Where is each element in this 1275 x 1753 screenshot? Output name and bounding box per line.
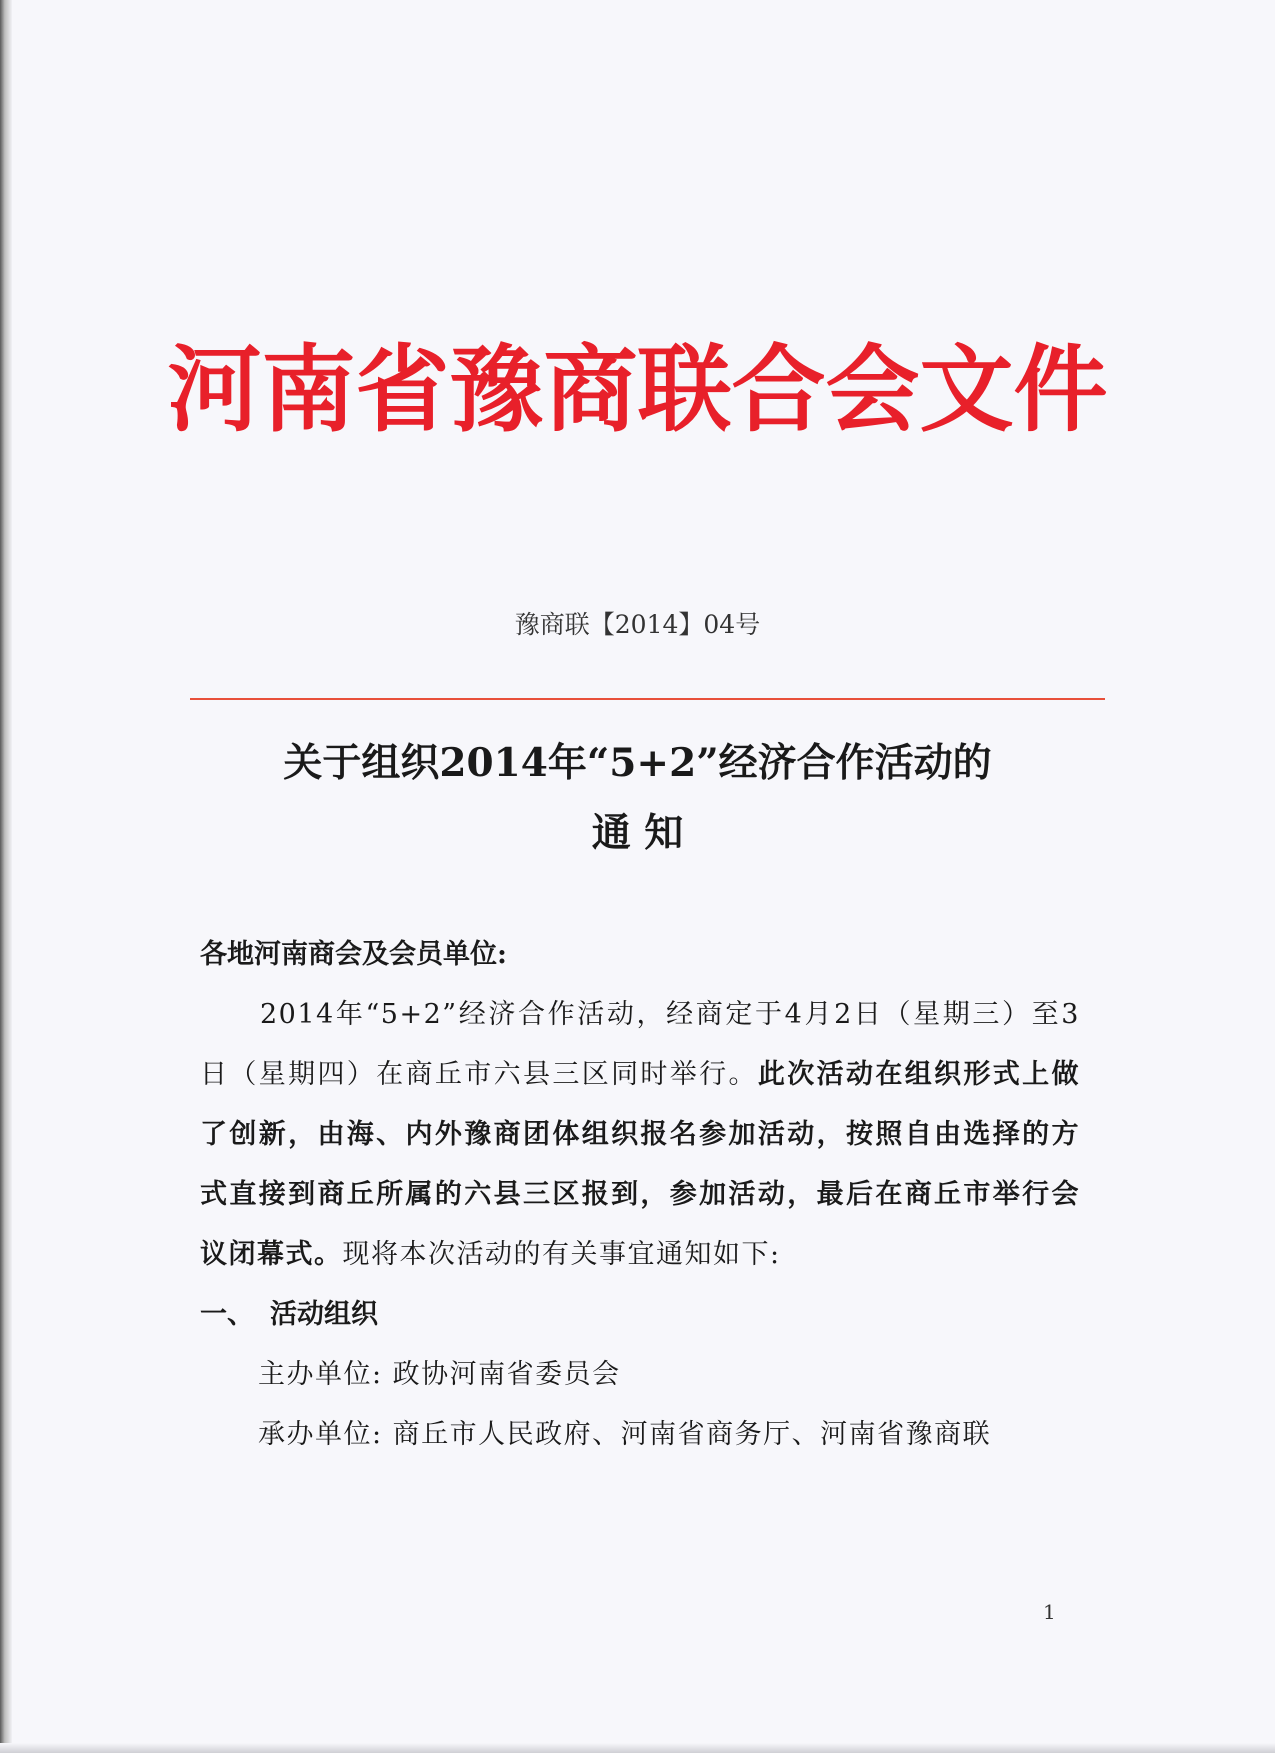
paragraph-plain-text: 2014年“5+2”经济合作活动，经商定于4月2日（星期三）至3日（星期四）在商丘市六县三区同时举行。: [200, 999, 1080, 1090]
notice-body: [200, 925, 1080, 1465]
host-unit-line: 主办单位: 政协河南省委员会: [258, 1359, 621, 1390]
scan-edge-left: [0, 0, 12, 1753]
main-paragraph: [200, 985, 1080, 1285]
notice-title-line1: 关于组织2014年“5+2”经济合作活动的: [283, 740, 992, 786]
notice-title-line2: 通 知: [591, 810, 684, 856]
scan-edge-bottom: [0, 1743, 1275, 1753]
paragraph-tail-text: 现将本次活动的有关事宜通知如下:: [342, 1239, 781, 1270]
salutation: 各地河南商会及会员单位:: [200, 939, 507, 970]
red-header-title: 河南省豫商联合会文件: [167, 335, 1108, 445]
document-number: 豫商联【2014】04号: [514, 610, 761, 639]
notice-title: [150, 728, 1125, 868]
section-heading: [200, 1285, 1080, 1345]
section-number: 一、: [200, 1299, 254, 1330]
page-number: 1: [1043, 1600, 1056, 1624]
paragraph-bold-text: 此次活动在组织形式上做了创新，由海、内外豫商团体组织报名参加活动，按照自由选择的方式直接到商丘所属的六县三区报到，参加活动，最后在商丘市举行会议闭幕式。: [200, 1059, 1081, 1270]
red-divider-line: [190, 698, 1105, 700]
section-title: 活动组织: [270, 1299, 378, 1330]
organizer-unit-line: 承办单位: 商丘市人民政府、河南省商务厅、河南省豫商联: [258, 1419, 992, 1450]
